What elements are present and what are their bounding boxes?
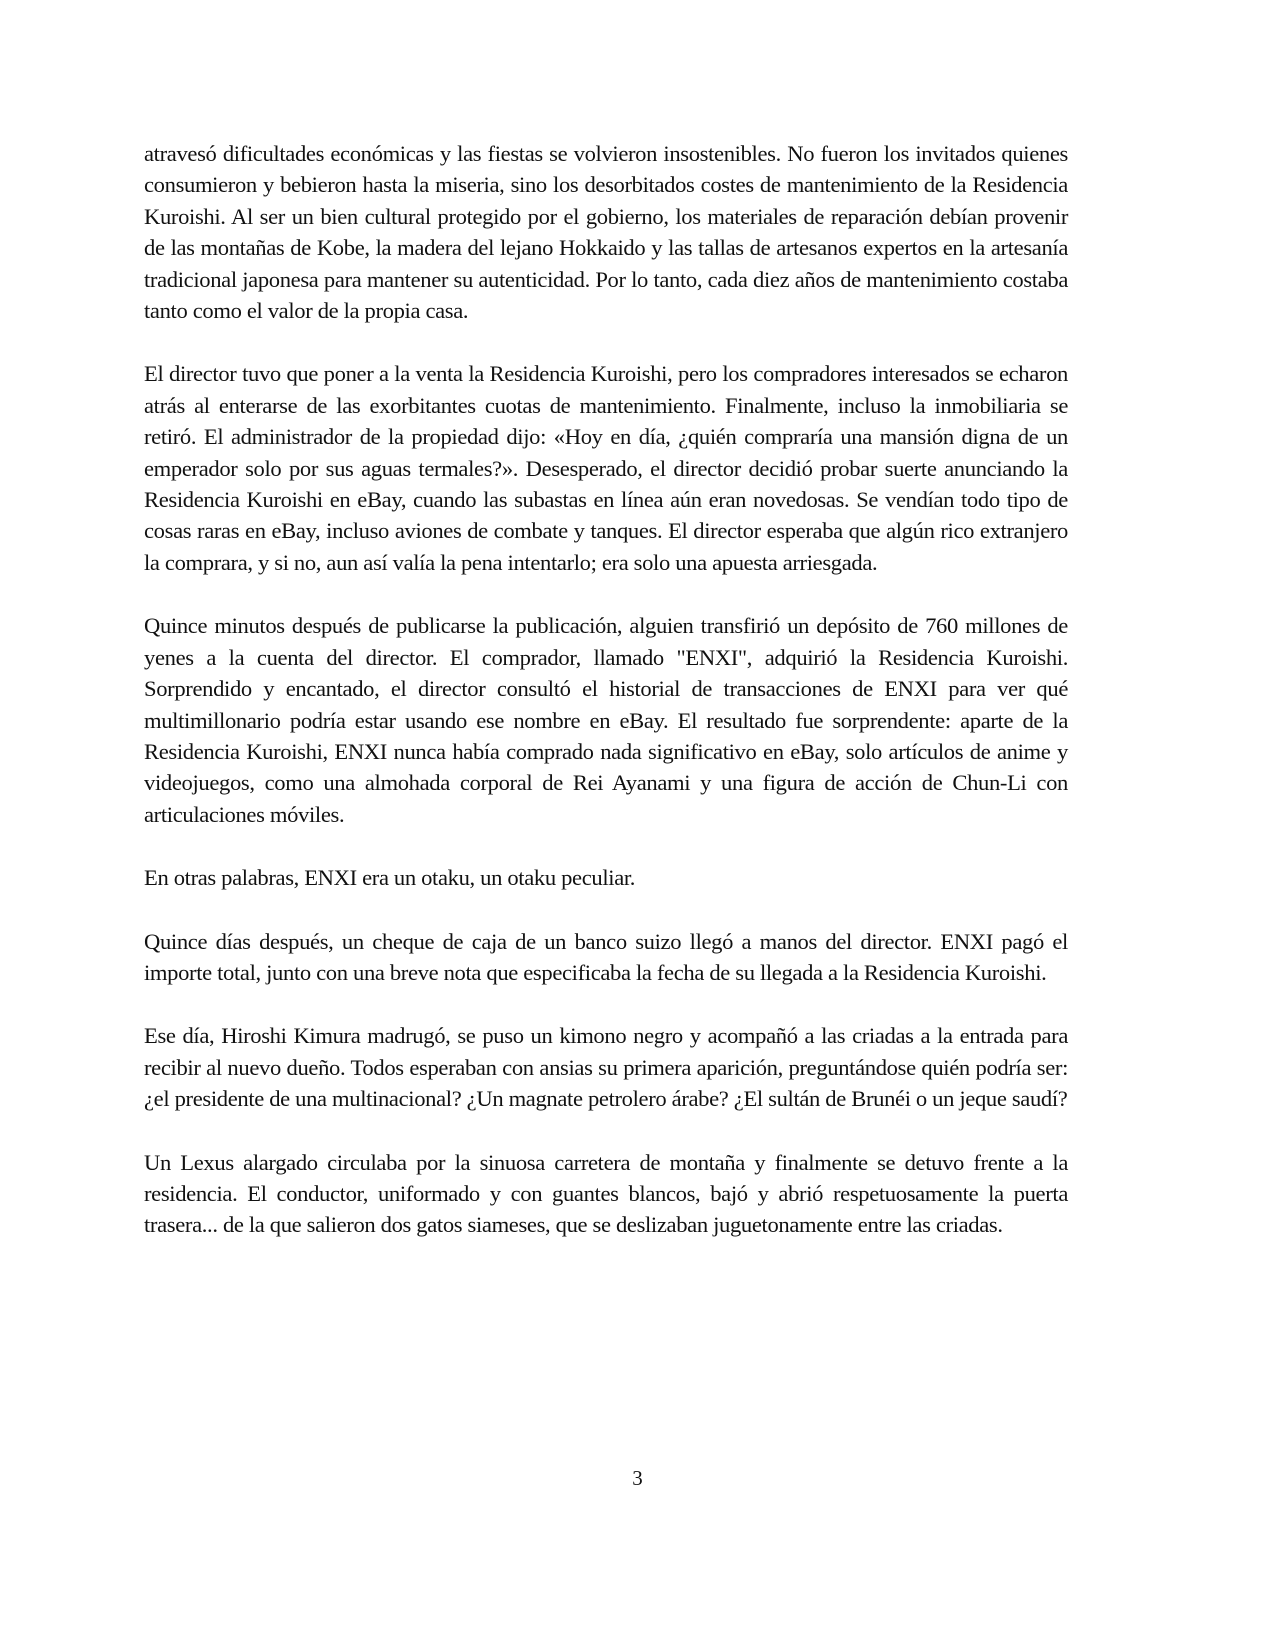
paragraph-buyer-enxi: Quince minutos después de publicarse la publicación, alguien transfirió un depósito de 760 millones de yenes a la cuenta del director. El comprador, llamado "ENXI", adquirió la Residencia Kuroishi. Sorprendido y encantado, el director consultó el historial de transacciones de ENXI para ver qué multimillonario podría estar usando ese nombre en eBay. El resultado fue sorprendente: aparte de la Residencia Kuroishi, ENXI nunca había comprado nada significativo en eBay, solo artículos de anime y videojuegos, como una almohada corporal de Rei Ayanami y una figura de acción de Chun-Li con articulaciones móviles. xyxy=(144,613,1068,827)
paragraph-arrival-day: Ese día, Hiroshi Kimura madrugó, se puso un kimono negro y acompañó a las criadas a la entrada para recibir al nuevo dueño. Todos esperaban con ansias su primera aparición, preguntándose quién podría ser: ¿el presidente de una multinacional? ¿Un magnate petrolero árabe? ¿El sultán de Brunéi o un jeque saudí? xyxy=(144,1023,1068,1112)
paragraph-otaku: En otras palabras, ENXI era un otaku, un otaku peculiar. xyxy=(144,865,636,891)
page-body xyxy=(144,138,1068,1273)
page-number: 3 xyxy=(632,1466,643,1490)
paragraph-swiss-cheque: Quince días después, un cheque de caja de un banco suizo llegó a manos del director. ENXI pagó el importe total, junto con una breve nota que especificaba la fecha de su llegada a la Residencia Kuroishi. xyxy=(144,928,1068,985)
paragraph-sale-on-ebay: El director tuvo que poner a la venta la Residencia Kuroishi, pero los compradores interesados se echaron atrás al enterarse de las exorbitantes cuotas de mantenimiento. Finalmente, incluso la inmobiliaria se retiró. El administrador de la propiedad dijo: «Hoy en día, ¿quién compraría una mansión digna de un emperador solo por sus aguas termales?». Desesperado, el director decidió probar suerte anunciando la Residencia Kuroishi en eBay, cuando las subastas en línea aún eran novedosas. Se vendían todo tipo de cosas raras en eBay, incluso aviones de combate y tanques. El director esperaba que algún rico extranjero la comprara, y si no, aun así valía la pena intentarlo; era solo una apuesta arriesgada. xyxy=(144,361,1068,575)
paragraph-maintenance-costs: atravesó dificultades económicas y las fiestas se volvieron insostenibles. No fueron los invitados quienes consumieron y bebieron hasta la miseria, sino los desorbitados costes de mantenimiento de la Residencia Kuroishi. Al ser un bien cultural protegido por el gobierno, los materiales de reparación debían provenir de las montañas de Kobe, la madera del lejano Hokkaido y las tallas de artesanos expertos en la artesanía tradicional japonesa para mantener su autenticidad. Por lo tanto, cada diez años de mantenimiento costaba tanto como el valor de la propia casa. xyxy=(144,141,1068,324)
paragraph-lexus-cats: Un Lexus alargado circulaba por la sinuosa carretera de montaña y finalmente se detuvo frente a la residencia. El conductor, uniformado y con guantes blancos, bajó y abrió respetuosamente la puerta trasera... de la que salieron dos gatos siameses, que se deslizaban juguetonamente entre las criadas. xyxy=(144,1149,1068,1238)
